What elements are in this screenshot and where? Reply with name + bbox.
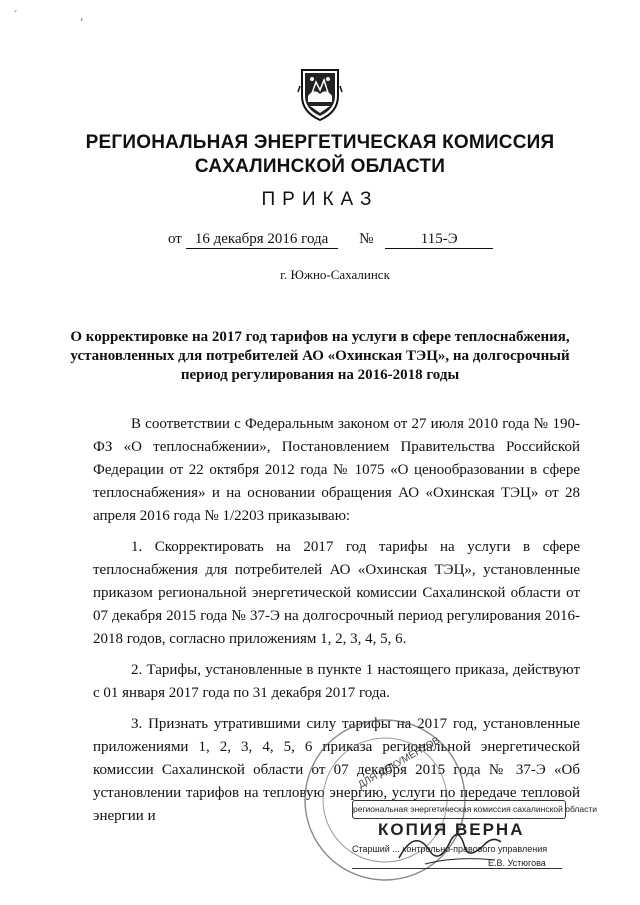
coat-of-arms-emblem-icon [296, 66, 344, 122]
date-number-line [168, 231, 493, 249]
organization-name-line-2: САХАЛИНСКОЙ ОБЛАСТИ [194, 156, 446, 177]
handwritten-signature-icon [395, 820, 505, 870]
organization-name-line-1: РЕГИОНАЛЬНАЯ ЭНЕРГЕТИЧЕСКАЯ КОМИССИЯ [85, 132, 555, 153]
corner-marks: ´ ¸ [14, 10, 114, 21]
stamp-certified-copy: КОПИЯ ВЕРНА [378, 820, 525, 839]
order-date: 16 декабря 2016 года [186, 231, 338, 249]
round-seal-text: ДЛЯ ДОКУМЕНТОВ [356, 735, 442, 791]
body-item-1: 1. Скорректировать на 2017 год тарифы на услуги в сфере теплоснабжения для потребителей АО «Охинская ТЭЦ», установленные приказом региональной энергетической комиссии Сахалинской области от 07 декабря 2015 года № 37-Э на долгосрочный период регулирования 2016-2018 годов, согласно приложениям 1, 2, 3, 4, 5, 6. [93, 539, 580, 647]
stamp-organization: региональная энергетическая комиссия сахалинской области [352, 800, 566, 819]
document-type-title: ПРИКАЗ [261, 189, 379, 210]
number-label: № [359, 231, 374, 247]
date-from-label: от [168, 231, 182, 247]
body-item-2: 2. Тарифы, установленные в пункте 1 настоящего приказа, действуют с 01 января 2017 года по 31 декабря 2017 года. [93, 662, 580, 701]
order-number: 115-Э [385, 231, 493, 249]
body-intro-paragraph: В соответствии с Федеральным законом от 27 июля 2010 года № 190-ФЗ «О теплоснабжении», Постановлением Правительства Российской Федерации от 22 октября 2012 года № 1075 «О ценообразовании в сфере теплоснабжения» и на основании обращения АО «Охинская ТЭЦ» от 28 апреля 2016 года № 1/2203 приказываю: [93, 416, 580, 524]
stamp-signer-role: Старший ... контрольно-правового управления [352, 844, 548, 854]
order-subject: О корректировке на 2017 год тарифов на услуги в сфере теплоснабжения, установленных для потребителей АО «Охинская ТЭЦ», на долгосрочный период регулирования на 2016-2018 годы [70, 329, 570, 383]
body-item-3: 3. Признать утратившими силу тарифы на 2017 год, установленные приложениями 1, 2, 3, 4, 5, 6 приказа региональной энергетической комиссии Сахалинской области от 07 декабря 2015 года № 37-Э «Об установлении тарифов на тепловую энергию, услуги по передаче тепловой энергии и [93, 716, 580, 824]
city-name: г. Южно-Сахалинск [280, 267, 390, 282]
stamp-signer-name: Е.В. Устюгова [488, 858, 546, 868]
